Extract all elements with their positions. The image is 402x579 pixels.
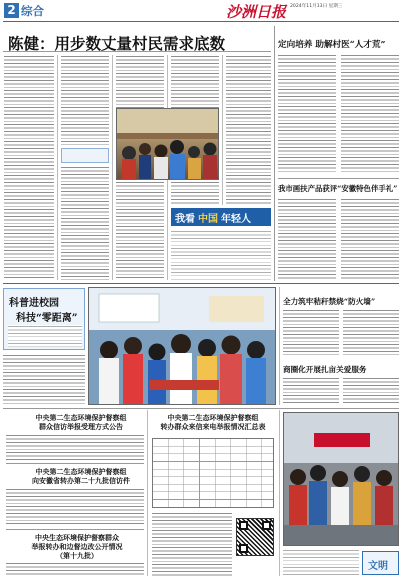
crowd-photo	[283, 412, 399, 546]
banner-prefix: 我看	[175, 214, 195, 225]
inspect4-line2: 举报转办和边督边改公开情况	[31, 542, 123, 551]
conv-col-1	[283, 377, 339, 405]
science-box	[3, 288, 85, 350]
right-top-col-2	[341, 54, 399, 174]
science-text	[3, 354, 85, 404]
right-top-col-1	[278, 54, 336, 174]
conv-headline: 商圈化开展扎亩关爱服务	[283, 365, 367, 374]
qr-code	[236, 518, 274, 556]
right-column-divider	[274, 26, 275, 281]
page-number: 2	[7, 3, 16, 17]
main-headline: 陈健：用步数丈量村民需求底数	[8, 34, 226, 53]
inspect3-text	[152, 512, 232, 576]
inspect2-text	[6, 488, 144, 526]
inspect3-subhead: 转办群众来信来电举报情况汇总表	[160, 422, 266, 431]
crowd-caption	[283, 549, 359, 575]
date-line: 2024年11月13日 星期三	[290, 4, 343, 9]
science-photo	[88, 287, 276, 405]
straw-col-1	[283, 309, 339, 355]
right-mid-col-2	[341, 198, 399, 280]
inspect1-subhead: 群众信访举报受理方式公告	[39, 422, 123, 431]
straw-headline: 全力筑牢秸秆禁烧“防火墙”	[283, 297, 376, 306]
right-mid-col-1	[278, 198, 336, 280]
science-subhead: 科技“零距离”	[16, 313, 78, 324]
classroom-image	[117, 109, 219, 180]
inspect3-table	[152, 438, 274, 508]
main-col-5	[226, 55, 271, 205]
banner-suffix: 年轻人	[221, 214, 251, 225]
inspect-rule	[6, 529, 144, 530]
inspect1-headline: 中央第二生态环境保护督察组	[35, 413, 127, 422]
bottom-logo	[362, 551, 399, 575]
straw-divider	[279, 287, 280, 405]
science-headline: 科普进校园	[9, 298, 59, 309]
main-photo	[116, 108, 219, 180]
right-rule	[278, 178, 399, 179]
crowd-image	[284, 413, 399, 546]
paper-logo: 沙洲日报	[226, 3, 287, 21]
inspect4-line1: 中央生态环境保护督察群众	[35, 533, 119, 542]
middle-rule	[3, 283, 399, 284]
inspect4-text	[6, 562, 144, 576]
students-image	[89, 288, 276, 405]
right-mid-headline: 我市画扶产品获评“安徽特色伴手礼”	[278, 184, 398, 193]
lower-rule	[3, 408, 399, 409]
banner	[171, 208, 271, 226]
main-col-2-photo	[61, 148, 109, 163]
page-number-badge	[4, 3, 19, 18]
inspect4-line3: （第十九批）	[56, 551, 98, 560]
bottom-logo-label: 文明	[368, 561, 388, 572]
divider	[112, 55, 113, 280]
main-col-1	[4, 55, 54, 280]
banner-text	[171, 230, 271, 280]
section-label: 综合	[21, 4, 44, 18]
banner-highlight: 中国	[198, 214, 218, 225]
right-top-headline: 定向培养 助解村医“人才荒”	[278, 40, 386, 50]
inspect2-headline: 中央第二生态环境保护督察组	[35, 467, 127, 476]
conv-col-2	[343, 377, 399, 405]
inspect-rule	[6, 463, 144, 464]
main-rule	[3, 51, 271, 52]
inspect2-subhead: 向安徽省转办第二十九批信访件	[32, 476, 130, 485]
straw-col-2	[343, 309, 399, 355]
science-caption-lines	[8, 325, 82, 347]
main-col-2b	[61, 166, 109, 280]
inspect1-text	[6, 434, 144, 460]
inspect3-headline: 中央第二生态环境保护督察组	[167, 413, 259, 422]
inspect3-divider	[147, 410, 148, 576]
main-col-2	[61, 55, 109, 145]
divider	[57, 55, 58, 280]
photo-divider	[279, 410, 280, 576]
masthead-rule	[3, 21, 399, 22]
divider	[222, 55, 223, 205]
masthead	[0, 0, 402, 24]
